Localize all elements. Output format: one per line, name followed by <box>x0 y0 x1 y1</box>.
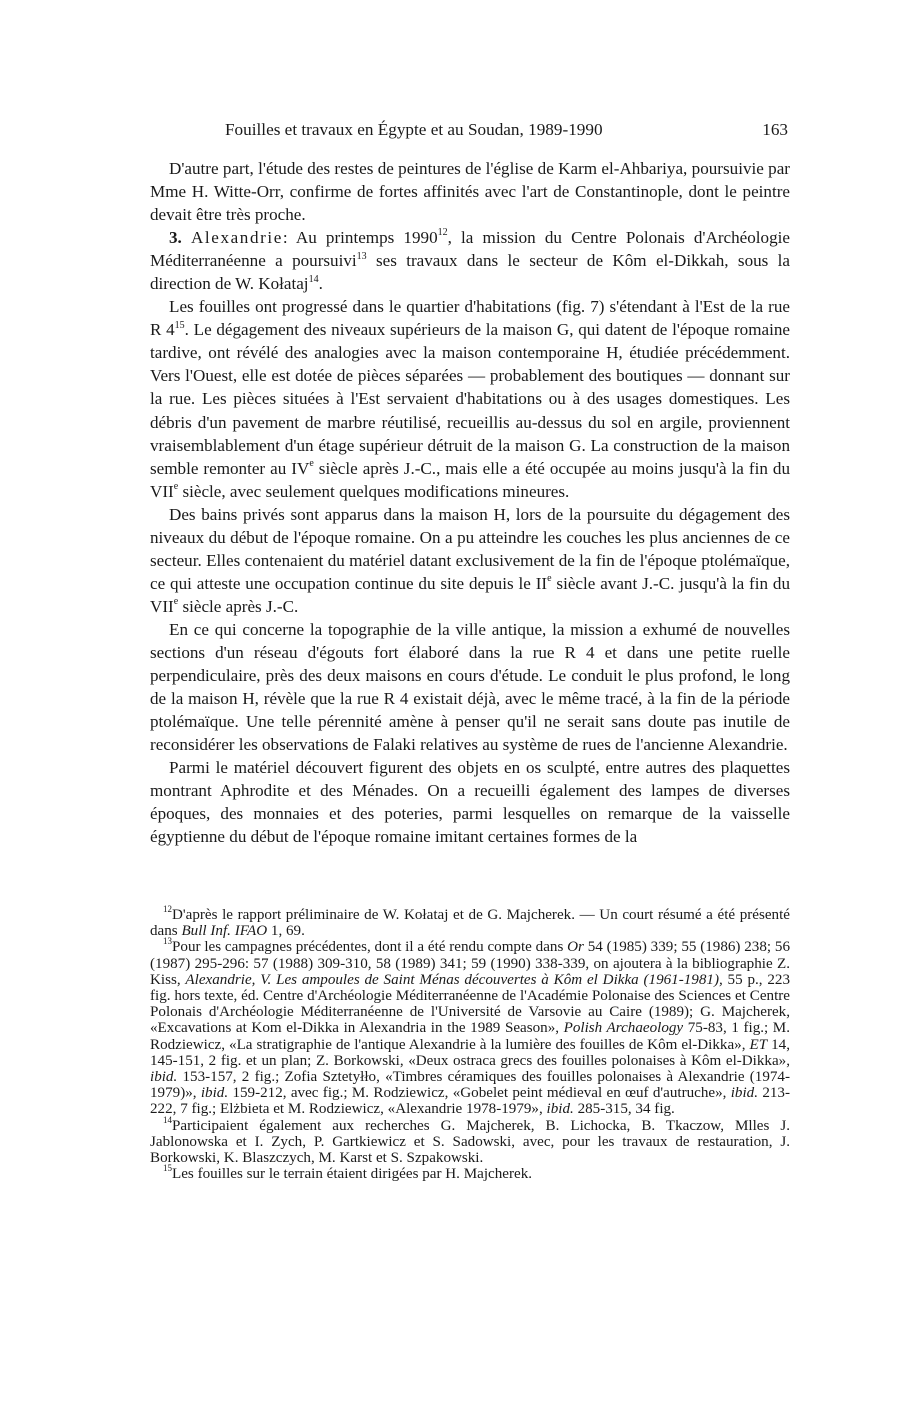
footnote: $^{13}$Pour les campagnes précédentes, dont il a été rendu compte dans Or 54 (1985) 339; 55 (1986) 238; 56 (1987) 295-296: 57 (1988) 309-310, 58 (1989) 341; 59 (1990) 338-339, on ajoutera à la bibliographie Z. Kiss, Alexandrie, V. Les ampoules de Saint Ménas découvertes à Kôm el Dikka (1961-1981), 55 p., 223 fig. hors texte, éd. Centre d'Archéologie Méditerranéenne de l'Académie Polonaise des Sciences et Centre Polonais d'Archéologie Méditerranéenne de l'Université de Varsovie au Caire (1989); G. Majcherek, «Excavations at Kom el-Dikka in Alexandria in the 1989 Season», Polish Archaeology 75-83, 1 fig.; M. Rodziewicz, «La stratigraphie de l'antique Alexandrie à la lumière des fouilles de Kôm el-Dikka», ET 14, 145-151, 2 fig. et un plan; Z. Borkowski, «Deux ostraca grecs des fouilles polonaises à Kôm el-Dikka», ibid. 153-157, 2 fig.; Zofia Sztetyłło, «Timbres céramiques des fouilles polonaises à Alexandrie (1974-1979)», ibid. 159-212, avec fig.; M. Rodziewicz, «Gobelet peint médieval en œuf d'autruche», ibid. 213-222, 7 fig.; Elżbieta et M. Rodziewicz, «Alexandrie 1978-1979», ibid. 285-315, 34 fig. <box>150 936 791 1118</box>
paragraph: Parmi le matériel découvert figurent des objets en os sculpté, entre autres des plaquettes montrant Aphrodite et des Ménades. On a recueilli également des lampes de diverses époques, des monnaies et des poteries, parmi lesquelles on remarque de la vaisselle égyptienne du début de l'époque romaine imitant certaines formes de la <box>150 758 790 847</box>
footnote: $^{12}$D'après le rapport préliminaire de W. Kołataj et de G. Majcherek. — Un court résumé a été présenté dans Bull Inf. IFAO 1, 69. <box>150 903 790 940</box>
footnote-number: 13 <box>163 936 172 947</box>
paragraph: Les fouilles ont progressé dans le quartier d'habitations (fig. 7) s'étendant à l'Est de la rue R $4^{15}$. Le dégagement des niveaux supérieurs de la maison G, qui datent de l'époque romaine tardive, ont révélé des analogies avec la maison contemporaine H, étudiée précédemment. Vers l'Ouest, elle est dotée de pièces séparées — probablement des boutiques — donnant sur la rue. Les pièces situées à l'Est servaient d'habitations ou à des usages domestiques. Les débris d'un pavement de marbre réutilisé, recueillis au-dessus du sol en argile, proviennent vraisemblablement d'un étage supérieur détruit de la maison G. La construction de la maison semble remonter au IVe siècle après J.-C., mais elle a été occupée au moins jusqu'à la fin du VIIe siècle, avec seulement quelques modifications mineures. <box>150 297 790 501</box>
section-number: 3. <box>169 228 182 248</box>
footnote-ref[interactable]: 15 <box>174 319 185 331</box>
footnote-ref[interactable]: 12 <box>437 227 448 239</box>
ordinal-superscript: e <box>173 596 179 608</box>
footnote: $^{15}$Les fouilles sur le terrain étaient dirigées par H. Majcherek. <box>163 1163 533 1183</box>
footnote-number: 15 <box>163 1163 172 1174</box>
footnotes <box>150 903 791 1183</box>
footnote-ref[interactable]: 13 <box>356 250 367 262</box>
footnote: $^{14}$Participaient également aux recherches G. Majcherek, B. Lichocka, B. Tkaczow, Mlles J. Jablonowska et I. Zych, P. Gartkiewicz et S. Sadowski, avec, pour les travaux de restauration, J. Borkowski, K. Blaszczych, M. Karst et S. Szpakowski. <box>150 1114 790 1167</box>
footnote-ref[interactable]: 14 <box>308 273 319 285</box>
running-title: Fouilles et travaux en Égypte et au Soudan, 1989-1990 <box>225 120 603 139</box>
page-number: 163 <box>762 120 788 139</box>
paragraph: Des bains privés sont apparus dans la maison H, lors de la poursuite du dégagement des niveaux du début de l'époque romaine. On a pu atteindre les couches les plus anciennes de ce secteur. Elles contenaient du matériel datant exclusivement de la fin de l'époque ptolémaïque, ce qui atteste une occupation continue du site depuis le IIe siècle avant J.-C. jusqu'à la fin du VIIe siècle après J.-C. <box>150 504 790 616</box>
footnote-number: 12 <box>163 903 172 914</box>
paragraph: En ce qui concerne la topographie de la ville antique, la mission a exhumé de nouvelles sections d'un réseau d'égouts fort élaboré dans la rue R 4 et dans une petite ruelle perpendiculaire, près des deux maisons en cours d'étude. Le conduit le plus profond, le long de la maison H, révèle que la rue R 4 existait déjà, avec le même tracé, à la fin de la période ptolémaïque. Une telle pérennité amène à penser qu'il ne serait sans doute pas inutile de reconsidérer les observations de Falaki relatives au système de rues de l'ancienne Alexandrie. <box>150 619 790 755</box>
paragraph-alexandrie: 3. Alexandrie: Au printemps 1990$^{12}$, la mission du Centre Polonais d'Archéologie Méditerranéenne a poursuivi$^{13}$ ses travaux dans le secteur de Kôm el-Dikkah, sous la direction de W. Kołataj$^{14}$. <box>150 227 790 294</box>
page-header <box>150 120 790 148</box>
footnote-number: 14 <box>163 1114 172 1125</box>
paragraph: D'autre part, l'étude des restes de peintures de l'église de Karm el-Ahbariya, poursuivie par Mme H. Witte-Orr, confirme de fortes affinités avec l'art de Constantinople, dont le peintre devait être très proche. <box>150 159 790 225</box>
ordinal-superscript: e <box>547 573 552 585</box>
ordinal-superscript: e <box>309 457 314 469</box>
ordinal-superscript: e <box>173 480 179 492</box>
section-title: Alexandrie <box>190 228 283 248</box>
main-text <box>150 157 790 848</box>
